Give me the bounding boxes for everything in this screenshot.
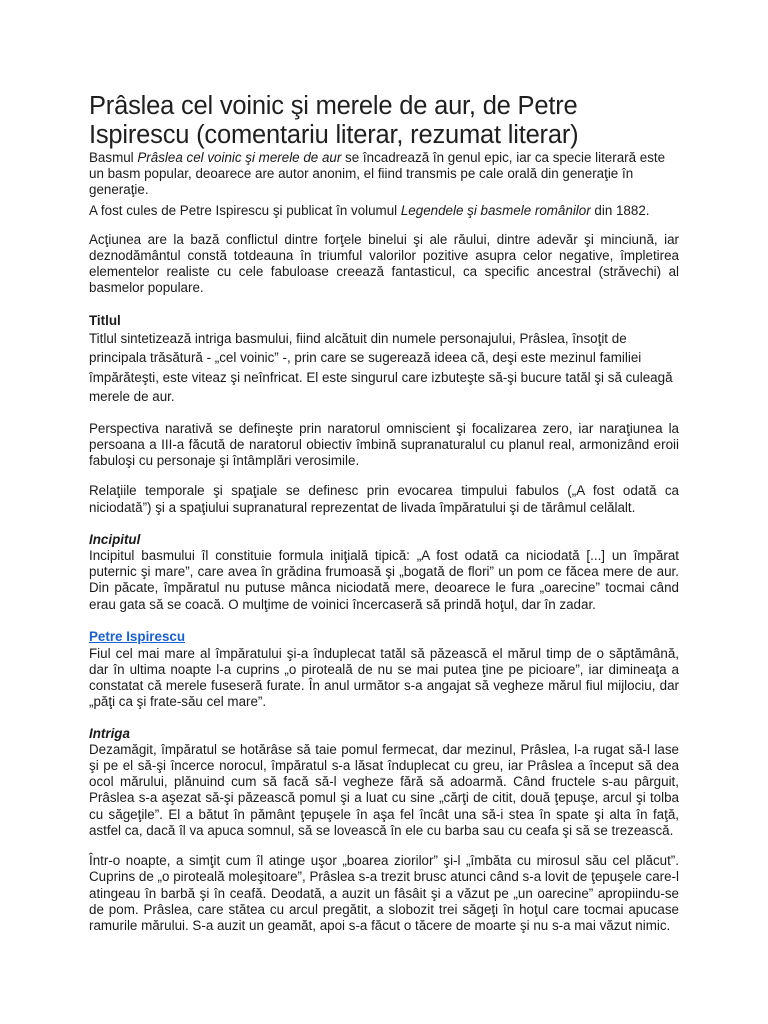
heading-intriga: Intriga — [89, 725, 130, 741]
intro-text: se încadrează în genul epic, iar ca specie literară este un basm popular, deoarece are autor anonim, el fiind transmis pe cale orală din generaţie în generaţie. — [89, 150, 666, 198]
paragraph-fiul: Fiul cel mai mare al împăratului şi-a înduplecat tatăl să păzească el mărul timp de o săptămână, dar în ultima noapte l-a cuprins „o piroteală de nu se mai putea ţine pe picioare”, iar dimineaţa a constatat că merele fuseseră furate. În anul următor s-a angajat să vegheze mărul fiul mijlociu, dar „păţi ca şi frate-său cel mare”. — [89, 645, 679, 710]
document-title: Prâslea cel voinic şi merele de aur, de Petre Ispirescu (comentariu literar, rezumat literar) — [89, 92, 579, 149]
intro-text: A fost cules de Petre Ispirescu şi publicat în volumul — [89, 202, 401, 218]
paragraph-perspectiva: Perspectiva narativă se defineşte prin naratorul omniscient şi focalizarea zero, iar naraţiunea la persoana a III-a făcută de naratorul obiectiv îmbină supranaturalul cu planul real, armonizând eroii fabuloşi cu personaje şi întâmplări verosimile. — [89, 420, 679, 469]
intro-paragraph-1 — [89, 150, 679, 199]
paragraph-relatiile: Relaţiile temporale şi spaţiale se definesc prin evocarea timpului fabulos („A fost odată ca niciodată”) şi a spaţiului supranatural reprezentat de livada împăratului şi de tărâmul celălalt. — [89, 483, 679, 515]
author-link[interactable]: Petre Ispirescu — [89, 628, 186, 644]
paragraph-noapte: Într-o noapte, a simţit cum îl atinge uşor „boarea ziorilor” şi-l „îmbăta cu mirosul său cel plăcut”. Cuprins de „o piroteală moleşitoare”, Prâslea s-a trezit brusc atunci când s-a lovit de ţepuşele care-l atingeau în barbă şi în ceafă. Deodată, a auzit un fâsâit şi a văzut pe „un oarecine” apropiindu-se de pom. Prâslea, care stătea cu arcul pregătit, a slobozit trei săgeţi în hoţul care tocmai apucase ramurile mărului. S-a auzit un geamăt, apoi s-a făcut o tăcere de moarte şi nu s-a mai văzut nimic. — [89, 853, 679, 933]
intro-paragraph-2 — [89, 203, 679, 219]
intro-text: din 1882. — [590, 202, 650, 218]
intro-text: Basmul — [89, 150, 138, 165]
heading-incipitul: Incipitul — [89, 531, 141, 547]
intro-volume-title: Legendele şi basmele românilor — [400, 202, 591, 218]
paragraph-titlul: Titlul sintetizează intriga basmului, fiind alcătuit din numele personajului, Prâslea, însoţit de principala trăsătură - „cel voinic” -, prin care se sugerează ideea că, deşi este mezinul familiei împărăteşti, este viteaz şi neînfricat. El este singurul care izbuteşte să-şi bucure tatăl şi să culeagă merele de aur. — [89, 330, 673, 405]
heading-titlul: Titlul — [89, 312, 121, 328]
paragraph-intriga: Dezamăgit, împăratul se hotărâse să taie pomul fermecat, dar mezinul, Prâslea, l-a rugat să-l lase şi pe el să-şi încerce norocul, împăratul s-a lăsat înduplecat cu greu, iar Prâslea a început să dea ocol mărului, plănuind cum să facă să-l vegheze fără să adoarmă. Când fructele s-au pârguit, Prâslea s-a aşezat să-şi păzească pomul şi a luat cu sine „cărţi de citit, două ţepuşe, arcul şi tolba cu săgeţile”. El a bătut în pământ ţepuşele în aşa fel încât una să-i stea în spate şi alta în faţă, astfel ca, dacă îl va apuca somnul, să se lovească în ele cu barba sau cu ceafa şi să se trezească. — [89, 741, 679, 838]
paragraph-actiunea: Acţiunea are la bază conflictul dintre forţele binelui şi ale răului, dintre adevăr şi minciună, iar deznodământul constă totdeauna în triumful valorilor pozitive asupra celor negative, împletirea elementelor realiste cu cele fabuloase creează fantasticul, ca specific ancestral (străvechi) al basmelor populare. — [89, 231, 679, 296]
paragraph-incipitul: Incipitul basmului îl constituie formula iniţială tipică: „A fost odată ca niciodată [...] un împărat puternic şi mare”, care avea în grădina frumoasă şi „bogată de flori” un pom ce făcea mere de aur. Din păcate, împăratul nu putuse mânca niciodată mere, deoarece le fura „oarecine” tocmai când erau gata să se coacă. O mulţime de voinici încercaseră să prindă hoţul, dar în zadar. — [89, 548, 679, 612]
intro-work-title: Prâslea cel voinic şi merele de aur — [137, 150, 342, 165]
